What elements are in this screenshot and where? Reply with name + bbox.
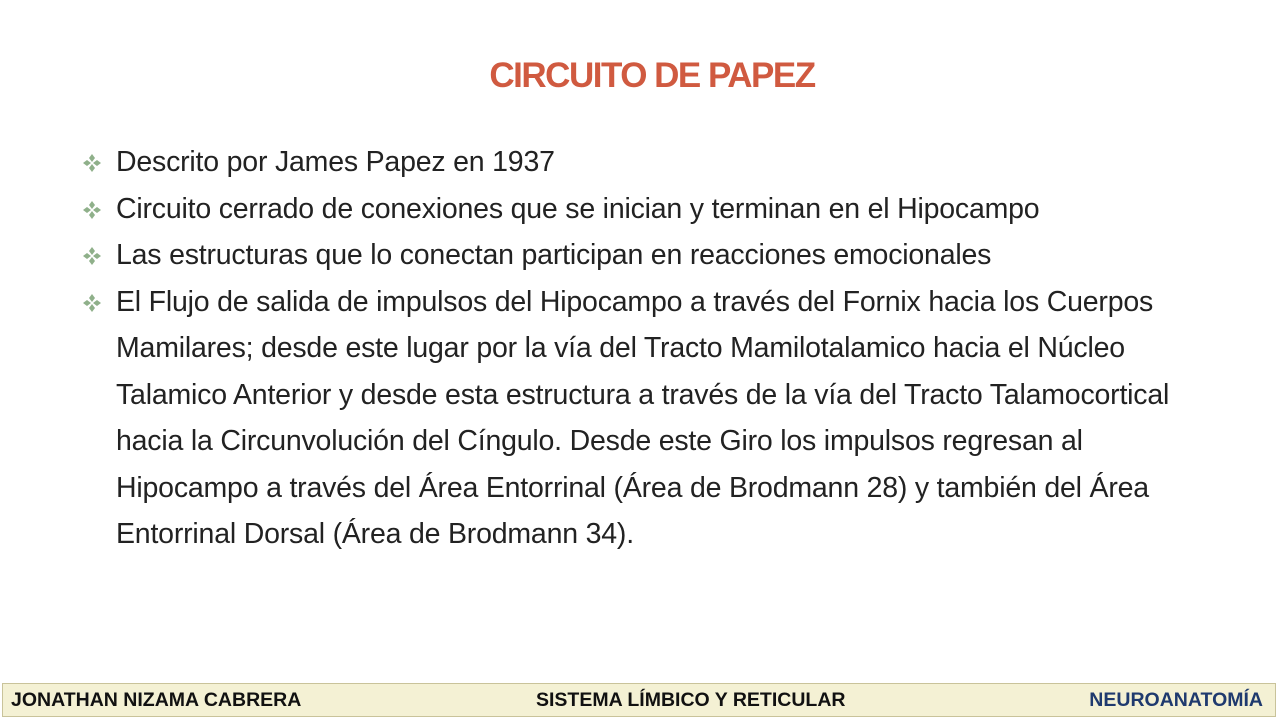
list-item bbox=[80, 139, 1230, 186]
list-item bbox=[80, 279, 1230, 558]
bullet-text: El Flujo de salida de impulsos del Hipocampo a través del Fornix hacia los Cuerpos Mamilares; desde este lugar por la vía del Tracto Mamilotalamico hacia el Núcleo Talamico Anterior y desde esta estructura a través de la vía del Tracto Talamocortical hacia la Circunvolución del Cíngulo. Desde este Giro los impulsos regresan al Hipocampo a través del Área Entorrinal (Área de Brodmann 28) y también del Área Entorrinal Dorsal (Área de Brodmann 34). bbox=[116, 285, 1170, 550]
list-item bbox=[80, 186, 1230, 233]
bullet-text: Descrito por James Papez en 1937 bbox=[116, 146, 555, 178]
diamond-bullet-icon bbox=[80, 186, 102, 233]
bullet-text: Las estructuras que lo conectan participan en reacciones emocionales bbox=[116, 239, 992, 271]
diamond-bullet-icon bbox=[80, 279, 102, 326]
bullet-text: Circuito cerrado de conexiones que se inician y terminan en el Hipocampo bbox=[116, 192, 1040, 225]
diamond-bullet-icon bbox=[80, 139, 102, 186]
bullet-list bbox=[80, 139, 1230, 558]
slide-title: CIRCUITO DE PAPEZ bbox=[489, 56, 815, 95]
footer-topic: SISTEMA LÍMBICO Y RETICULAR bbox=[536, 689, 846, 711]
footer-course: NEUROANATOMÍA bbox=[1089, 689, 1263, 711]
diamond-bullet-icon bbox=[80, 232, 102, 279]
list-item bbox=[80, 232, 1230, 279]
footer-bar bbox=[2, 683, 1276, 717]
footer-author: JONATHAN NIZAMA CABRERA bbox=[11, 689, 302, 711]
